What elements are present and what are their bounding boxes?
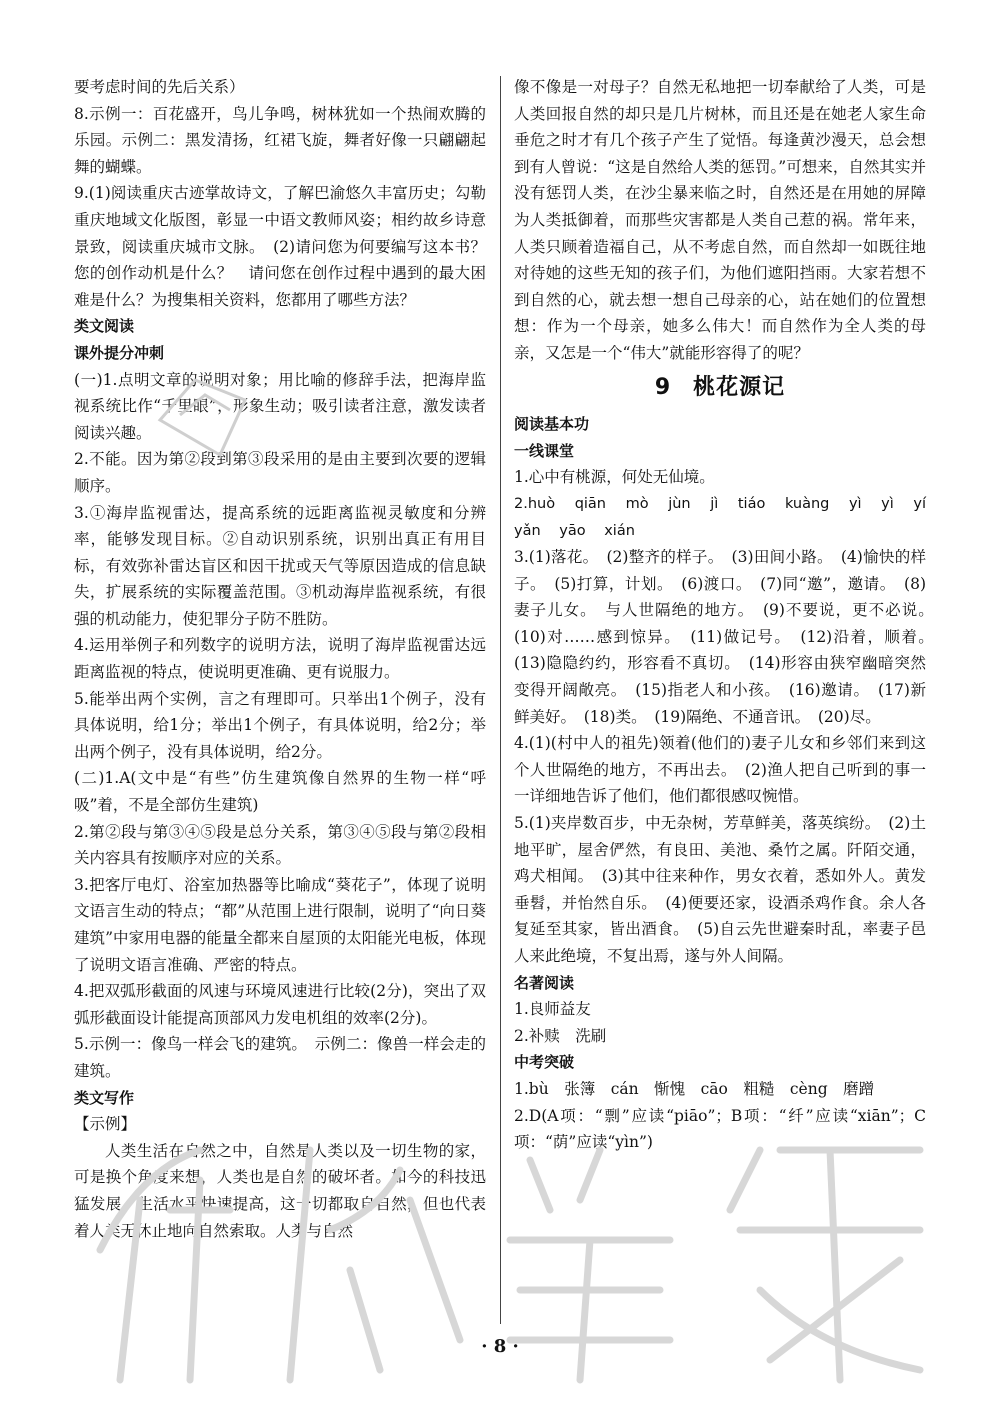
answer-paragraph: 4.(1)(村中人的祖先)领着(他们的)妻子儿女和乡邻们来到这个人世隔绝的地方，不再出去。 (2)渔人把自己听到的事一一详细地告诉了他们，他们都很感叹惋惜。	[514, 734, 926, 806]
chapter-number: 9	[654, 374, 672, 400]
chapter-heading	[514, 375, 926, 402]
section-heading: 课外提分冲刺	[74, 343, 165, 362]
page-number: · 8 ·	[481, 1336, 519, 1357]
left-column	[74, 74, 486, 1244]
right-top-blocks	[514, 74, 926, 367]
section-heading: 中考突破	[514, 1053, 575, 1072]
section-heading: 一线课堂	[514, 441, 575, 460]
answer-paragraph: 像不像是一对母子？自然无私地把一切奉献给了人类，可是人类回报自然的却只是几片树林，而且还是在她老人家生命垂危之时才有几个孩子产生了觉悟。每逢黄沙漫天，总会想到有人曾说：“这是自然给人类的惩罚。”可想来，自然其实并没有惩罚人类，在沙尘暴来临之时，自然还是在用她的屏障为人类抵御着，而那些灾害都是人类自己惹的祸。常年来，人类只顾着造福自己，从不考虑自然，而自然却一如既往地对待她的这些无知的孩子们，为他们遮阳挡雨。大家若想不到自然的心，就去想一想自己母亲的心，站在她们的位置想想：作为一个母亲，她多么伟大！而自然作为全人类的母亲，又怎是一个“伟大”就能形容得了的呢？	[514, 78, 926, 362]
right-bottom-blocks	[514, 411, 942, 1156]
answer-paragraph: (一)1.点明文章的说明对象；用比喻的修辞手法，把海岸监视系统比作“千里眼”，形象生动；吸引读者注意，激发读者阅读兴趣。	[74, 370, 486, 442]
answer-paragraph: 4.把双弧形截面的风速与环境风速进行比较(2分)，突出了双弧形截面设计能提高顶部风力发电机组的效率(2分)。	[74, 982, 486, 1027]
section-heading: 阅读基本功	[514, 415, 590, 434]
section-heading: 类文写作	[74, 1088, 135, 1107]
answer-paragraph: 3.(1)落花。 (2)整齐的样子。 (3)田间小路。 (4)愉快的样子。 (5)打算，计划。 (6)渡口。 (7)同“邀”，邀请。 (8)妻子儿女。 与人世隔绝的地方。 (9)不要说，更不必说。 (10)对……感到惊异。 (11)做记号。 (12)沿着，顺着。 (13)隐隐约约，形容看不真切。 (14)形容由狭窄幽暗突然变得开阔敞亮。 (15)指老人和小孩。 (16)邀请。 (17)新鲜美好。 (18)类。 (19)隔绝、不通音讯。 (20)尽。	[514, 548, 942, 726]
pinyin-answer: 2.huò qiān mò jùn jì tiáo kuàng yì yì yí yǎn yāo xián	[514, 495, 926, 539]
answer-paragraph: 2.不能。因为第②段到第③段采用的是由主要到次要的逻辑顺序。	[74, 450, 486, 495]
right-column	[514, 74, 942, 1156]
answer-paragraph: 1.良师益友	[514, 1000, 591, 1019]
chapter-title: 桃花源记	[693, 374, 786, 400]
answer-paragraph: 5.示例一：像鸟一样会飞的建筑。 示例二：像兽一样会走的建筑。	[74, 1035, 486, 1080]
answer-paragraph: 1.心中有桃源，何处无仙境。	[514, 468, 715, 487]
answer-paragraph: 8.示例一：百花盛开，鸟儿争鸣，树林犹如一个热闹欢腾的乐园。示例二：黑发清扬，红裙飞旋，舞者好像一只翩翩起舞的蝴蝶。	[74, 104, 486, 176]
answer-paragraph: 4.运用举例子和列数字的说明方法，说明了海岸监视雷达远距离监视的特点，使说明更准确、更有说服力。	[74, 636, 486, 682]
section-heading: 类文阅读	[74, 317, 135, 336]
answer-paragraph: 1.bù 张簿 cán 惭愧 cāo 粗糙 cèng 磨蹭	[514, 1079, 875, 1098]
answer-paragraph: (二)1.A(文中是“有些”仿生建筑像自然界的生物一样“呼吸”着，不是全部仿生建筑)	[74, 769, 486, 815]
answer-paragraph: 5.(1)夹岸数百步，中无杂树，芳草鲜美，落英缤纷。 (2)土地平旷，屋舍俨然，有良田、美池、桑竹之属。阡陌交通，鸡犬相闻。 (3)其中往来种作，男女衣着，悉如外人。黄发垂髫，并怡然自乐。 (4)便要还家，设酒杀鸡作食。余人各复延至其家，皆出酒食。 (5)自云先世避秦时乱，率妻子邑人来此绝境，不复出焉，遂与外人间隔。	[514, 814, 926, 965]
answer-paragraph: 3.把客厅电灯、浴室加热器等比喻成“葵花子”，体现了说明文语言生动的特点；“都”从范围上进行限制，说明了“向日葵建筑”中家用电器的能量全都来自屋顶的太阳能光电板，体现了说明文语言准确、严密的特点。	[74, 875, 486, 974]
column-divider	[500, 76, 501, 1324]
section-heading: 名著阅读	[514, 973, 575, 992]
answer-paragraph: 2.补赎 洗刷	[514, 1026, 607, 1045]
answer-paragraph: 3.①海岸监视雷达，提高系统的远距离监视灵敏度和分辨率，能够发现目标。②自动识别系统，识别出真正有用目标，有效弥补雷达盲区和因干扰或天气等原因造成的信息缺失，扩展系统的实际覆盖范围。③机动海岸监视系统，有很强的机动能力，使犯罪分子防不胜防。	[74, 503, 486, 628]
paragraph: 人类生活在自然之中，自然是人类以及一切生物的家，可是换个角度来想，人类也是自然的破坏者。如今的科技迅猛发展、生活水平快速提高，这一切都取自自然，但也代表着人类无休止地向自然索取。人类与自然	[74, 1141, 486, 1240]
answer-paragraph: 2.D(A项：“剽”应读“piāo”；B项：“纤”应读“xiān”；C项：“荫”应读“yìn”)	[514, 1106, 926, 1152]
answer-paragraph: 要考虑时间的先后关系）	[74, 78, 245, 96]
answer-paragraph: 【示例】	[74, 1115, 137, 1134]
answer-paragraph: 2.第②段与第③④⑤段是总分关系，第③④⑤段与第②段相关内容具有按顺序对应的关系。	[74, 822, 486, 868]
answer-paragraph: 9.(1)阅读重庆古迹掌故诗文，了解巴渝悠久丰富历史；勾勒重庆地域文化版图，彰显一中语文教师风姿；相约故乡诗意景致，阅读重庆城市文脉。 (2)请问您为何要编写这本书？您的创作动机是什么？ 请问您在创作过程中遇到的最大困难是什么？为搜集相关资料，您都用了哪些方法？	[74, 184, 486, 309]
answer-paragraph: 5.能举出两个实例，言之有理即可。只举出1个例子，没有具体说明，给1分；举出1个例子，有具体说明，给2分；举出两个例子，没有具体说明，给2分。	[74, 689, 486, 761]
